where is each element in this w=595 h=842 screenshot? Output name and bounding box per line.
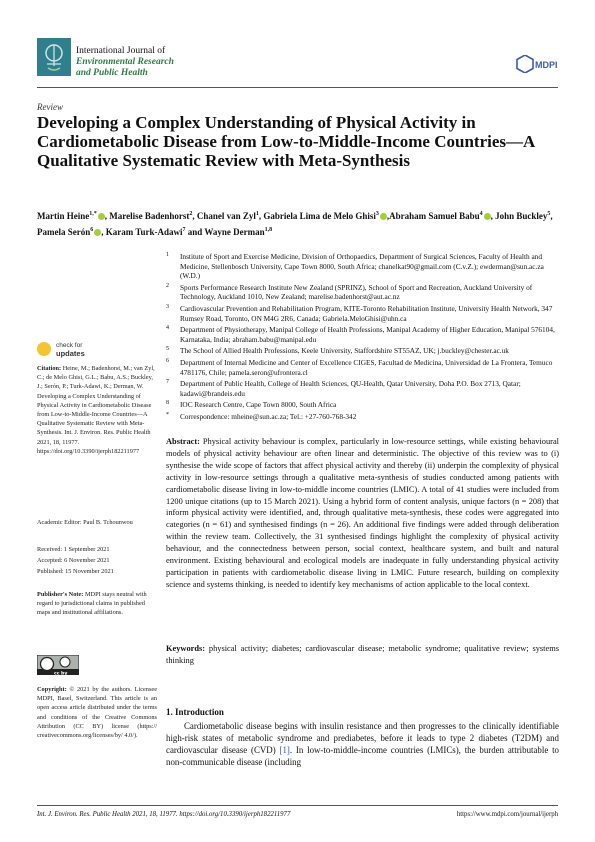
affiliation-text: IOC Research Centre, Cape Town 8000, South Africa: [180, 400, 337, 410]
keywords-label: Keywords:: [166, 644, 206, 653]
header-divider: [37, 87, 558, 88]
author-separator: ,: [550, 211, 553, 221]
check-updates-line2: updates: [56, 349, 85, 358]
abstract: [166, 436, 559, 591]
footer-divider: [37, 805, 558, 806]
introduction-paragraph: [166, 720, 559, 768]
copyright-block: [37, 685, 157, 740]
journal-name-line3: and Public Health: [76, 68, 148, 78]
article-title: Developing a Complex Understanding of Physical Activity in Cardiometabolic Disease from Low-to-Middle-Income Countries—A Qualitative Systematic Review with Meta-Synthesis: [37, 113, 535, 170]
affiliation-number: 8: [166, 400, 169, 407]
affiliation-item: [166, 283, 561, 302]
affiliation-text: Department of Internal Medicine and Center of Excellence CIGES, Facultad de Medicina, Universidad de La Frontera, Temuco 4781176, Chile; pamela.seron@ufrontera.cl: [180, 357, 553, 377]
affiliation-number: 2: [166, 282, 169, 289]
mdpi-logo: [516, 55, 558, 73]
keywords-text: physical activity; diabetes; cardiovascular disease; metabolic syndrome; qualitative review; systems thinking: [166, 644, 559, 665]
author-name: Pamela Serón: [37, 227, 91, 237]
journal-logo: [37, 38, 71, 76]
orcid-icon[interactable]: [484, 213, 491, 220]
affiliation-text: The School of Allied Health Professions, Keele University, Staffordshire ST55AZ, UK; j.buckley@chester.ac.uk: [180, 346, 509, 356]
author-name: Martin Heine: [37, 211, 90, 221]
affiliation-item: [166, 325, 561, 344]
affiliation-item: [166, 400, 561, 410]
abstract-text: Physical activity behaviour is complex, particularly in low-resource settings, while existing behavioural models of physical activity behaviour are often linear and deterministic. The objective of this review was to (i) synthesise the wide scope of factors that affect physical activity and thereby (ii) underpin the complexity of physical activity in low-resource settings through a qualitative meta-synthesis of studies conducted among patients with cardiometabolic disease living in low-to-middle income countries (LMIC). A total of 41 studies were included from 1200 unique citations (up to 15 March 2021). Using a hybrid form of content analysis, unique factors (n = 208) that inform physical activity were identified, and, through qualitative meta-synthesis, these codes were aggregated into categories (n = 61) and synthesised findings (n = 26). An additional five findings were added through deliberation within the review team. Collectively, the 31 synthesised findings highlight the complexity of physical activity behaviour, and the connectedness between person, social context, healthcare system, and built and natural environment. Existing behavioural and ecological models are inadequate in fully understanding physical activity participation in patients with cardiometabolic disease living in LMIC. Future research, building on complexity science and systems thinking, is needed to identify key mechanisms of action applicable to the local context.: [166, 437, 559, 589]
received-date: Received: 1 September 2021: [37, 546, 110, 553]
section-heading: 1. Introduction: [166, 707, 224, 717]
author-name: John Buckley: [495, 211, 548, 221]
author-affiliation-marker: 4: [479, 211, 483, 217]
journal-name: [76, 46, 174, 79]
author-name: Abraham Samuel Babu: [389, 211, 480, 221]
affiliation-number: *: [166, 411, 169, 418]
affiliation-item: [166, 252, 561, 281]
keywords: [166, 643, 559, 667]
affiliation-text: Department of Public Health, College of Health Sciences, QU-Health, Qatar University, Doha P.O. Box 2713, Qatar; kadawi@brandeis.edu: [180, 379, 521, 398]
orcid-icon[interactable]: [380, 211, 390, 221]
author-separator: ,: [258, 211, 264, 221]
affiliations: [166, 252, 561, 424]
author-list: [37, 207, 558, 239]
author-separator: ,: [101, 227, 106, 237]
footer-url[interactable]: https://www.mdpi.com/journal/ijerph: [456, 811, 558, 818]
author-name: Marelise Badenhorst: [109, 211, 190, 221]
author-separator: ,: [104, 211, 110, 221]
abstract-label: Abstract:: [166, 437, 200, 446]
affiliation-text: Correspondence: mheine@sun.ac.za; Tel.: +27-760-768-342: [180, 411, 357, 421]
accepted-date: Accepted: 6 November 2021: [37, 557, 110, 564]
author-name: Chanel van Zyl: [196, 211, 256, 221]
publisher-note-text: MDPI stays neutral with regard to jurisdictional claims in published maps and institutional affiliations.: [37, 591, 147, 617]
affiliation-item: [166, 379, 561, 398]
affiliation-number: 5: [166, 346, 169, 353]
author-name: Wayne Derman: [204, 227, 265, 237]
published-date: Published: 15 November 2021: [37, 568, 114, 575]
journal-name-line1: International Journal of: [76, 46, 166, 56]
mdpi-logo-text: MDPI: [535, 60, 558, 70]
affiliation-number: 4: [166, 325, 169, 332]
affiliation-item: [166, 412, 561, 422]
author-affiliation-marker: 1: [255, 211, 259, 217]
affiliation-number: 1: [166, 252, 169, 258]
intro-text-before: Cardiometabolic disease begins with insulin resistance and then progresses to the clinically identifiable high-risk states of metabolic syndrome and prediabetes, before it leads to type 2 diabetes (T2DM) and cardiovascular disease (CVD): [166, 721, 559, 756]
affiliation-number: 3: [166, 303, 169, 310]
academic-editor: Academic Editor: Paul B. Tchounwou: [37, 519, 133, 526]
citation-block: [37, 364, 157, 456]
journal-name-line2: Environmental Research: [76, 57, 174, 67]
check-updates-icon: [37, 342, 51, 356]
affiliation-item: [166, 358, 561, 377]
affiliation-text: Cardiovascular Prevention and Rehabilitation Program, KITE-Toronto Rehabilitation Institute, University Health Network, 347 Rumsey Road, Toronto, ON M4G 2R6, Canada; Gabriela.MeloGhisi@uhn.ca: [180, 303, 553, 323]
author-affiliation-marker: 5: [547, 211, 551, 217]
citation-label: Citation:: [37, 365, 62, 372]
affiliation-item: [166, 304, 561, 323]
author-name: Karam Turk-Adawi: [105, 227, 183, 237]
author-separator: ,: [192, 211, 197, 221]
affiliation-number: 6: [166, 357, 169, 364]
article-type: Review: [37, 102, 63, 112]
publisher-note: [37, 590, 157, 618]
check-for-updates-badge[interactable]: [37, 340, 157, 360]
author-separator: ,: [490, 211, 496, 221]
copyright-label: Copyright:: [37, 686, 67, 693]
affiliation-item: [166, 346, 561, 356]
cc-badge-text: cc by: [54, 671, 68, 675]
affiliation-text: Institute of Sport and Exercise Medicine, Division of Orthopaedics, Department of Surgical Sciences, Faculty of Health and Medicine, Stellenbosch University, Cape Town 8000, South Africa; chanelkat90@gmail.com (C.v.Z.); ewderman@sun.ac.za (W.D.): [180, 252, 544, 281]
author-affiliation-marker: 3: [375, 211, 379, 217]
footer-citation: Int. J. Environ. Res. Public Health 2021, 18, 11977. https://doi.org/10.3390/ijerph182211977: [37, 811, 291, 818]
orcid-icon[interactable]: [98, 213, 105, 220]
citation-text: Heine, M.; Badenhorst, M.; van Zyl, C.; de Melo Ghisi, G.L.; Babu, A.S.; Buckley, J.; Serón, P.; Turk-Adawi, K.; Derman, W. Developing a Complex Understanding of Physical Activity in Cardiometabolic Disease from Low-to-Middle-Income Countries—A Qualitative Systematic Review with Meta-Synthesis. Int. J. Environ. Res. Public Health 2021, 18, 11977. https://doi.org/10.3390/ijerph182211977: [37, 365, 155, 455]
author-affiliation-marker: 1,*: [89, 211, 97, 217]
affiliation-number: 7: [166, 379, 169, 386]
intro-text-after: . In low-to-middle-income countries (LMICs), the burden attributable to non-communicable disease (including: [166, 745, 559, 768]
author-affiliation-marker: 7: [182, 227, 186, 233]
author-affiliation-marker: 1,8: [264, 227, 273, 233]
affiliation-text: Department of Physiotherapy, Manipal College of Health Professions, Manipal Academy of Higher Education, Manipal 576104, Karnataka, India; abraham.babu@manipal.edu: [180, 325, 555, 344]
author-separator: ,: [386, 211, 390, 221]
affiliation-text: Sports Performance Research Institute New Zealand (SPRINZ), School of Sport and Recreation, Auckland University of Technology, Auckland 1010, New Zealand; marelise.badenhorst@aut.ac.nz: [180, 282, 533, 302]
author-affiliation-marker: 2: [189, 211, 193, 217]
author-separator: and: [185, 227, 205, 237]
copyright-text: © 2021 by the authors. Licensee MDPI, Basel, Switzerland. This article is an open access article distributed under the terms and conditions of the Creative Commons Attribution (CC BY) license (https:// creativecommons.org/licenses/by/ 4.0/).: [37, 686, 157, 740]
cc-by-icon[interactable]: [37, 655, 79, 675]
author-name: Gabriela Lima de Melo Ghisi: [263, 211, 376, 221]
author-affiliation-marker: 6: [90, 227, 94, 233]
publisher-note-label: Publisher's Note:: [37, 591, 84, 598]
citation-link[interactable]: [1]: [279, 745, 290, 756]
check-updates-line1: check for: [56, 342, 83, 349]
